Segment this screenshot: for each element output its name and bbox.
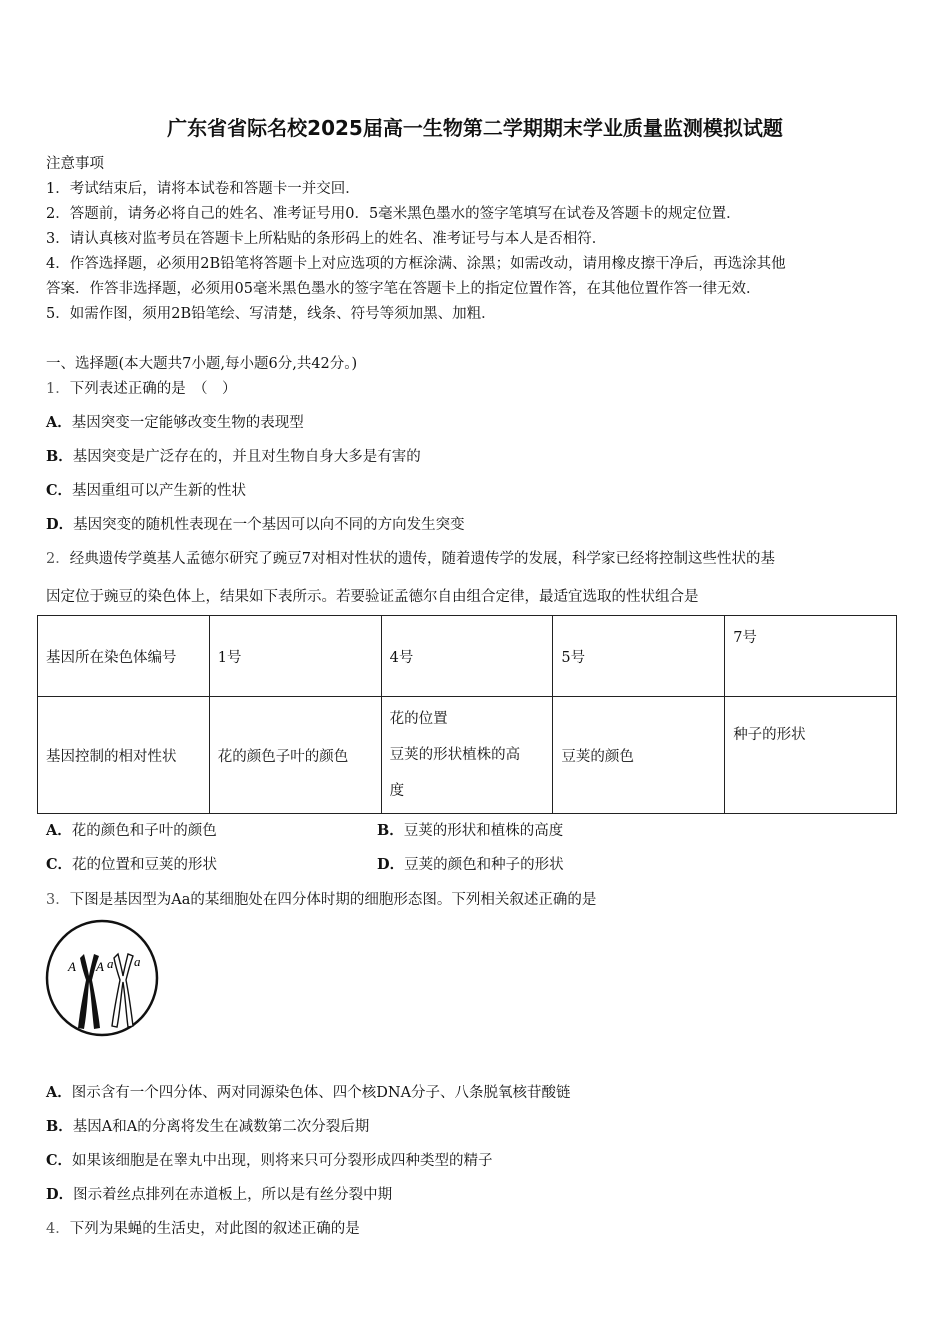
table-cell: 基因控制的相对性状 <box>38 697 210 814</box>
gene-label: A <box>68 959 76 974</box>
question-4 <box>46 1217 360 1238</box>
option-text: 花的位置和豆荚的形状 <box>72 857 218 873</box>
q1-option-a[interactable] <box>46 411 304 432</box>
cell-line: 豆荚的形状植株的高 <box>389 747 521 763</box>
page-title: 广东省省际名校2025届高一生物第二学期期末学业质量监测模拟试题 <box>167 116 783 140</box>
table-cell: 种子的形状 <box>725 697 897 814</box>
cell-line: 度 <box>389 783 405 799</box>
q2-option-d[interactable] <box>377 853 564 874</box>
question-number: 4． <box>46 1221 70 1237</box>
question-number: 2． <box>46 551 70 567</box>
cell-line: 花的位置 <box>389 711 448 727</box>
option-text: 豆荚的颜色和种子的形状 <box>404 857 564 873</box>
q3-option-d[interactable] <box>46 1183 392 1204</box>
question-2-cont: 因定位于豌豆的染色体上，结果如下表所示。若要验证孟德尔自由组合定律，最适宜选取的性状组合是 <box>46 589 699 605</box>
option-letter: A． <box>46 822 72 839</box>
q2-option-b[interactable] <box>377 819 563 840</box>
question-text: 经典遗传学奠基人孟德尔研究了豌豆7对相对性状的遗传，随着遗传学的发展，科学家已经将控制这些性状的基 <box>69 551 775 567</box>
section-heading: 一、选择题(本大题共7小题,每小题6分,共42分。) <box>46 356 358 372</box>
option-letter: D． <box>46 516 74 533</box>
table-cell: 豆荚的颜色 <box>553 697 725 814</box>
question-text: 下列表述正确的是 （ ） <box>69 381 237 397</box>
notice-item: 3．请认真核对监考员在答题卡上所粘贴的条形码上的姓名、准考证号与本人是否相符． <box>46 231 607 247</box>
table-cell: 基因所在染色体编号 <box>38 616 210 697</box>
gene-label: a <box>134 954 141 969</box>
option-text: 基因突变一定能够改变生物的表现型 <box>71 415 304 431</box>
gene-label: A <box>96 959 104 974</box>
table-cell <box>381 697 553 814</box>
q3-option-b[interactable] <box>46 1115 369 1136</box>
option-text: 豆荚的形状和植株的高度 <box>403 823 564 839</box>
option-letter: C． <box>46 856 73 873</box>
table-cell: 4号 <box>381 616 553 697</box>
option-letter: C． <box>46 482 73 499</box>
cell-membrane <box>47 921 157 1035</box>
question-number: 3． <box>46 892 70 908</box>
gene-table <box>37 615 897 814</box>
table-cell: 7号 <box>725 616 897 697</box>
option-text: 图示含有一个四分体、两对同源染色体、四个核DNA分子、八条脱氧核苷酸链 <box>71 1085 571 1101</box>
question-text: 下列为果蝇的生活史，对此图的叙述正确的是 <box>69 1221 360 1237</box>
q1-option-c[interactable] <box>46 479 246 500</box>
question-1 <box>46 377 236 398</box>
notice-item: 2．答题前，请务必将自己的姓名、准考证号用0．5毫米黑色墨水的签字笔填写在试卷及答题卡的规定位置． <box>46 206 741 222</box>
option-letter: D． <box>377 856 405 873</box>
option-letter: B． <box>46 448 73 465</box>
table-cell: 1号 <box>209 616 381 697</box>
question-3 <box>46 888 596 909</box>
option-letter: A． <box>46 414 72 431</box>
option-letter: B． <box>46 1118 73 1135</box>
cell-tetrad-figure <box>44 918 160 1038</box>
gene-label: a <box>107 956 114 971</box>
notice-item: 5．如需作图，须用2B铅笔绘、写清楚，线条、符号等须加黑、加粗． <box>46 306 496 322</box>
question-2 <box>46 547 775 568</box>
option-letter: D． <box>46 1186 74 1203</box>
option-letter: A． <box>46 1084 72 1101</box>
q1-option-b[interactable] <box>46 445 421 466</box>
option-text: 基因A和A的分离将发生在减数第二次分裂后期 <box>72 1119 370 1135</box>
light-chromosome <box>112 954 133 1027</box>
option-text: 花的颜色和子叶的颜色 <box>71 823 217 839</box>
q3-option-a[interactable] <box>46 1081 571 1102</box>
option-text: 基因突变是广泛存在的，并且对生物自身大多是有害的 <box>72 449 421 465</box>
option-letter: C． <box>46 1152 73 1169</box>
q3-option-c[interactable] <box>46 1149 493 1170</box>
question-number: 1． <box>46 381 70 397</box>
q2-option-a[interactable] <box>46 819 217 840</box>
notice-item: 1．考试结束后，请将本试卷和答题卡一并交回． <box>46 181 360 197</box>
option-text: 图示着丝点排列在赤道板上，所以是有丝分裂中期 <box>73 1187 393 1203</box>
question-text: 下图是基因型为Aa的某细胞处在四分体时期的细胞形态图。下列相关叙述正确的是 <box>69 892 597 908</box>
notice-item: 4．作答选择题，必须用2B铅笔将答题卡上对应选项的方框涂满、涂黑；如需改动，请用橡皮擦干净后，再选涂其他 <box>46 256 786 272</box>
table-cell: 花的颜色子叶的颜色 <box>209 697 381 814</box>
table-row <box>38 616 897 697</box>
table-cell: 5号 <box>553 616 725 697</box>
notice-item: 答案．作答非选择题，必须用05毫米黑色墨水的签字笔在答题卡上的指定位置作答，在其他位置作答一律无效． <box>46 281 761 297</box>
q1-option-d[interactable] <box>46 513 465 534</box>
notice-heading: 注意事项 <box>46 156 104 172</box>
option-text: 如果该细胞是在睾丸中出现，则将来只可分裂形成四种类型的精子 <box>72 1153 493 1169</box>
option-text: 基因重组可以产生新的性状 <box>72 483 247 499</box>
table-row <box>38 697 897 814</box>
option-text: 基因突变的随机性表现在一个基因可以向不同的方向发生突变 <box>73 517 465 533</box>
q2-option-c[interactable] <box>46 853 217 874</box>
option-letter: B． <box>377 822 404 839</box>
